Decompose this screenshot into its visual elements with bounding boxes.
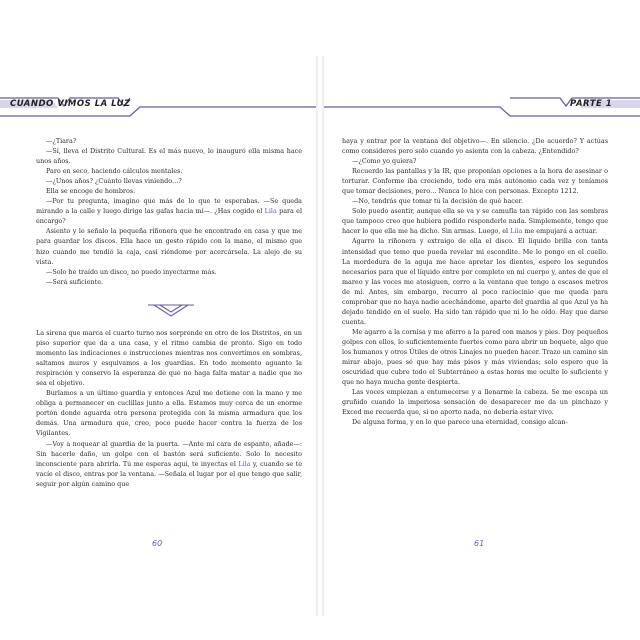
paragraph: De alguna forma, y en lo que parece una eternidad, consigo alcan- bbox=[352, 418, 568, 427]
paragraph: —Por tu pregunta, imagino que más de lo que te esperabas. —Se queda mirando a la calle y luego dirige las gafas hacia mí—. ¿Has cogido el Lila para el encargo? bbox=[36, 197, 303, 226]
left-running-header bbox=[0, 96, 316, 118]
book-gutter bbox=[316, 56, 324, 616]
paragraph: haya y entrar por la ventana del objetivo—. En silencio. ¿De acuerdo? Y actúas como consideres pero solo cuando yo asienta con la cabeza. ¿Entendido? bbox=[342, 137, 608, 156]
drug-name-highlight: Lila bbox=[510, 227, 523, 236]
paragraph: —Será suficiente. bbox=[46, 277, 104, 286]
left-text-block-bottom bbox=[36, 328, 302, 489]
paragraph: Agarro la riñonera y extraigo de ella el disco. El líquido brilla con tanta intensidad que temo que pueda revelar mi escondite. Me lo pongo en el cuello. La mordedura de la aguja me hace apretar los dientes, espero los segundos necesarios para que el líquido entre por completo en mi cuerpo y, antes de que el mareo y las voces me atosiguen, corro a la ventana que tengo a escasos metros de mí. Antes, sin embargo, recurro al poco raciocinio que me queda para comprobar que no haya nadie acechándome, aparte del guardia al que Azul ya ha dejado tendido en el suelo. Ha sido tan rápido que ni lo he oído. Hay que darse cuenta. bbox=[342, 237, 608, 326]
paragraph: Recuerdo las pantallas y la IR, que proponían opciones a la hora de asesinar o torturar. Conforme iba creciendo, todo era más autónomo cada vez y teníamos que tomar decisiones, pero… Nunca lo hice con personas. Excepto 1212. bbox=[342, 167, 608, 196]
paragraph: —¿Tiara? bbox=[46, 137, 77, 145]
scene-break-ornament bbox=[146, 302, 196, 318]
left-header-title: CUANDO VIMOS LA LUZ bbox=[10, 99, 131, 109]
paragraph: —¿Unos años? ¿Cuánto llevas viniendo…? bbox=[46, 177, 182, 186]
paragraph: Asiento y le señalo la pequeña riñonera que he encontrado en casa y que me para guardar los discos. Ella hace un gesto rápido con la mano, el mismo que hizo cuando me tendió la caja, casi riéndome por acercársela. La alejo de su vista. bbox=[36, 227, 302, 266]
page-number-right: 61 bbox=[474, 539, 485, 548]
paragraph: —Solo he traído un disco, no puedo inyectarme más. bbox=[46, 267, 217, 276]
paragraph: —Sí, lleva el Distrito Cultural. Es el más nuevo, lo inauguró ella misma hace unos años. bbox=[36, 147, 302, 166]
paragraph: La sirena que marca el cuarto turno nos sorprende en otro de los Distritos, en un piso superior que da a una casa, y el ritmo cambia de pronto. Sigo en todo momento las indicaciones e instrucciones mientras nos convertimos en sombras, saltamos muros y esquivamos a los guardias. En todo momento aguanto la respiración y conservo la esperanza de que no haga falta matar a nadie que no sea el objetivo. bbox=[36, 329, 302, 388]
paragraph: Me agarro a la cornisa y me aferro a la pared con manos y pies. Doy pequeños golpes con ellos, lo suficientemente fuertes como para abrir un boquete, algo que los humanos y otros Útiles de otros Linajes no pueden hacer. Trazo un camino sin mirar abajo, pues sé que hay más pisos y más viviendas; solo espero que la oscuridad que cubre todo el Subterráneo a estas horas me oculte lo suficiente y que no haya mucha gente despierta. bbox=[342, 327, 608, 387]
drug-name-highlight: Lila bbox=[238, 459, 251, 468]
paragraph: —¿Como yo quiera? bbox=[352, 157, 417, 166]
paragraph: Burlamos a un último guardia y entonces Azul me detiene con la mano y me obliga a permanecer en cuclillas junto a ella. Estamos muy cerca de un enorme portón donde aguarda otra persona protegida con la misma armadura que los demás. Una armadura que, creo, poco puede hacer contra la fuerza de los Vigilantes. bbox=[36, 389, 302, 438]
right-text-block bbox=[342, 136, 608, 427]
paragraph: —Voy a noquear al guardia de la puerta. —Ante mi cara de espanto, añade—: Sin hacerle daño, un golpe con el bastón será suficiente. Solo lo necesito inconsciente para abrirla. Tú me esperas aquí, te inyectas el Lila y, cuando se te vacíe el disco, entras por la ventana. —Señala el lugar por el que tengo que salir, seguir por algún camino que bbox=[36, 439, 303, 488]
paragraph: —No, tendrás que tomar tú la decisión de qué hacer. bbox=[352, 197, 524, 206]
paragraph: Paro en seco, haciendo cálculos mentales. bbox=[46, 167, 183, 176]
drug-name-highlight: Lila bbox=[264, 207, 277, 216]
paragraph: Las voces empiezan a entumecerse y a llenarme la cabeza. Se me escapa un gruñido cuando la imperiosa sensación de desaparecer me da un pinchazo y Exced me recuerda que, si no aporto nada, no debería estar vivo. bbox=[342, 388, 608, 417]
right-header-title: PARTE 1 bbox=[570, 99, 613, 109]
left-text-block-top bbox=[36, 136, 302, 287]
page-number-left: 60 bbox=[152, 539, 163, 548]
paragraph: Solo puedo asentir, aunque ella se va y se camufla tan rápido con las sombras que tampoco creo que hubiera podido responderle nada. Simplemente, tengo que hacer lo que ella me ha dicho. Sin armas. Luego, el Lila me empujará a actuar. bbox=[342, 207, 608, 236]
paragraph: Ella se encoge de hombros. bbox=[46, 187, 136, 196]
right-running-header bbox=[324, 96, 640, 118]
